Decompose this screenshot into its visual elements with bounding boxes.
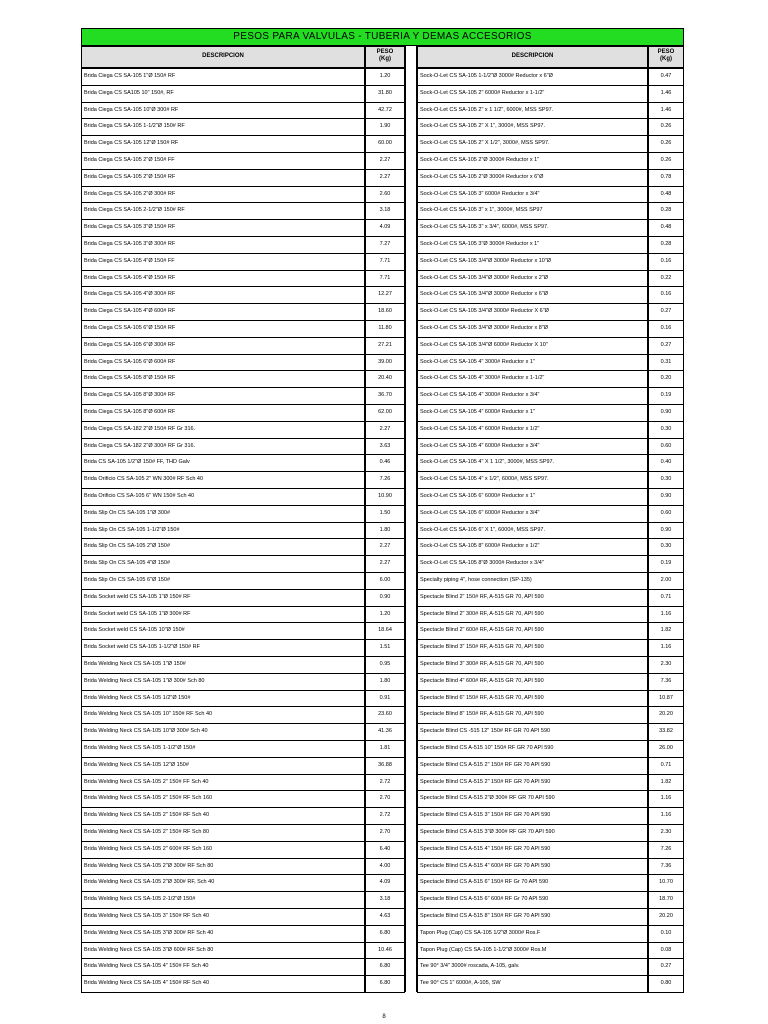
table-row-peso-right: 0.26: [648, 152, 684, 170]
table-row-peso-left: 2.70: [365, 790, 405, 808]
table-row-desc-right: Sock-O-Let CS SA-105 3/4"Ø 3000# Reductor x 8"Ø: [417, 320, 648, 338]
table-row-peso-left: 2.60: [365, 186, 405, 204]
table-row-peso-left: 11.80: [365, 320, 405, 338]
table-row-peso-left: 3.63: [365, 438, 405, 456]
table-row-desc-right: Sock-O-Let CS SA-105 6" 6000# Reductor x 1": [417, 488, 648, 506]
table-row-desc-left: Brida Ciega CS SA-105 10"Ø 300# RF: [81, 102, 365, 120]
table-row-peso-right: 0.22: [648, 270, 684, 288]
table-row-desc-right: Spectacle Blind 2" 600# RF, A-515 GR 70, API 590: [417, 622, 648, 640]
table-row-peso-right: 0.08: [648, 942, 684, 960]
table-row-peso-right: 10.70: [648, 874, 684, 892]
table-row-desc-right: Spectacle Blind CS A-515 10" 150# RF GR 70 API 590: [417, 740, 648, 758]
table-row-desc-left: Brida Welding Neck CS SA-105 1"Ø 300# Sch 80: [81, 673, 365, 691]
table-row-desc-left: Brida Ciega CS SA-105 12"Ø 150# RF: [81, 135, 365, 153]
table-row-peso-left: 6.80: [365, 975, 405, 993]
table-row-peso-right: 1.16: [648, 606, 684, 624]
table-row-peso-left: 6.80: [365, 925, 405, 943]
table-row-peso-left: 1.50: [365, 505, 405, 523]
table-row-peso-right: 0.48: [648, 219, 684, 237]
table-row-desc-right: Tee 90° 3/4" 3000# roscada, A-105, galv.: [417, 958, 648, 976]
table-row-peso-left: 62.00: [365, 404, 405, 422]
table-row-peso-right: 2.30: [648, 656, 684, 674]
table-row-peso-right: 10.87: [648, 690, 684, 708]
table-row-desc-right: Sock-O-Let CS SA-105 3/4"Ø 3000# Reductor X 6"Ø: [417, 303, 648, 321]
table-row-desc-right: Spectacle Blind CS A-515 4" 600# RF GR 70 API 590: [417, 858, 648, 876]
table-row-peso-left: 0.90: [365, 589, 405, 607]
table-row-desc-left: Brida Ciega CS SA-105 6"Ø 600# RF: [81, 354, 365, 372]
table-row-desc-left: Brida Welding Neck CS SA-105 3"Ø 600# RF Sch 80: [81, 942, 365, 960]
table-row-peso-left: 1.80: [365, 673, 405, 691]
table-row-desc-right: Spectacle Blind 4" 600# RF, A-515 GR 70, API 590: [417, 673, 648, 691]
table-row-peso-right: 0.26: [648, 135, 684, 153]
table-row-desc-right: Sock-O-Let CS SA-105 3" x 3/4", 6000#, MSS SP97.: [417, 219, 648, 237]
table-row-desc-left: Brida Welding Neck CS SA-105 2" 150# RF Sch 40: [81, 807, 365, 825]
table-row-desc-right: Sock-O-Let CS SA-105 4" 3000# Reductor x 1-1/2": [417, 370, 648, 388]
table-row-peso-right: 0.26: [648, 118, 684, 136]
table-row-peso-right: 20.20: [648, 908, 684, 926]
table-row-desc-right: Spectacle Blind CS A-515 2" 150# RF GR 70 API 590: [417, 757, 648, 775]
table-row-peso-right: 0.27: [648, 958, 684, 976]
table-row-peso-left: 12.27: [365, 286, 405, 304]
table-row-desc-left: Brida Ciega CS SA105 10" 150#, RF: [81, 85, 365, 103]
table-row-desc-left: Brida Ciega CS SA-105 1-1/2"Ø 150# RF: [81, 118, 365, 136]
table-row-peso-left: 36.88: [365, 757, 405, 775]
table-row-desc-left: Brida Ciega CS SA-105 6"Ø 150# RF: [81, 320, 365, 338]
table-row-peso-right: 7.26: [648, 841, 684, 859]
table-row-desc-right: Sock-O-Let CS SA-105 6" X 1", 6000#, MSS SP97.: [417, 522, 648, 540]
table-row-desc-right: Sock-O-Let CS SA-105 4" 6000# Reductor x 1": [417, 404, 648, 422]
table-row-peso-left: 6.40: [365, 841, 405, 859]
table-row-peso-left: 31.80: [365, 85, 405, 103]
table-row-peso-left: 0.95: [365, 656, 405, 674]
table-row-peso-left: 7.26: [365, 471, 405, 489]
table-row-desc-left: Brida Welding Neck CS SA-105 2" 150# RF Sch 160: [81, 790, 365, 808]
table-row-desc-right: Sock-O-Let CS SA-105 2" x 1 1/2", 6000#, MSS SP97.: [417, 102, 648, 120]
table-row-peso-right: 0.31: [648, 354, 684, 372]
table-row-desc-left: Brida Ciega CS SA-105 8"Ø 300# RF: [81, 387, 365, 405]
table-row-peso-right: 0.16: [648, 286, 684, 304]
table-row-peso-left: 2.72: [365, 807, 405, 825]
header-peso-unit: (Kg): [660, 56, 672, 62]
table-row-desc-right: Sock-O-Let CS SA-105 8"Ø 3000# Reductor x 3/4": [417, 555, 648, 573]
table-row-peso-left: 0.46: [365, 454, 405, 472]
table-row-peso-right: 0.71: [648, 589, 684, 607]
table-row-desc-left: Brida Welding Neck CS SA-105 3"Ø 300# RF Sch 40: [81, 925, 365, 943]
table-row-desc-left: Brida Welding Neck CS SA-105 1"Ø 150#: [81, 656, 365, 674]
table-row-desc-right: Spectacle Blind 6" 150# RF, A-515 GR 70, API 590: [417, 690, 648, 708]
table-row-peso-left: 1.90: [365, 118, 405, 136]
table-row-desc-right: Sock-O-Let CS SA-105 3/4"Ø 3000# Reductor x 10"Ø: [417, 253, 648, 271]
table-row-desc-right: Sock-O-Let CS SA-105 3/4"Ø 3000# Reductor x 6"Ø: [417, 286, 648, 304]
table-row-peso-right: 1.46: [648, 85, 684, 103]
table-row-peso-right: 2.00: [648, 572, 684, 590]
table-row-desc-left: Brida Socket weld CS SA-105 1-1/2"Ø 150# RF: [81, 639, 365, 657]
table-row-desc-left: Brida Orificio CS SA-105 2" WN 300# RF Sch 40: [81, 471, 365, 489]
table-row-desc-right: Spectacle Blind CS A-515 3"Ø 300# RF GR 70 API 590: [417, 824, 648, 842]
table-row-desc-left: Brida Ciega CS SA-105 4"Ø 600# RF: [81, 303, 365, 321]
table-row-desc-right: Sock-O-Let CS SA-105 2" X 1/2", 3000#, MSS SP97.: [417, 135, 648, 153]
table-row-peso-left: 2.27: [365, 555, 405, 573]
table-row-peso-left: 3.18: [365, 202, 405, 220]
table-row-peso-right: 0.90: [648, 404, 684, 422]
table-row-peso-left: 60.00: [365, 135, 405, 153]
table-row-peso-right: 1.16: [648, 807, 684, 825]
table-row-desc-right: Sock-O-Let CS SA-105 1-1/2"Ø 3000# Reductor x 6"Ø: [417, 68, 648, 86]
table-row-desc-left: Brida Welding Neck CS SA-105 2" 600# RF Sch 160: [81, 841, 365, 859]
table-row-desc-right: Sock-O-Let CS SA-105 4" X 1 1/2", 3000#, MSS SP97.: [417, 454, 648, 472]
table-row-peso-right: 0.80: [648, 975, 684, 993]
table-row-peso-left: 10.90: [365, 488, 405, 506]
header-descripcion-left: DESCRIPCION: [81, 46, 365, 68]
table-row-peso-left: 1.81: [365, 740, 405, 758]
table-row-peso-left: 36.70: [365, 387, 405, 405]
table-row-desc-right: Sock-O-Let CS SA-105 2"Ø 3000# Reductor x 6"Ø: [417, 169, 648, 187]
table-row-desc-right: Sock-O-Let CS SA-105 3" 6000# Reductor x 3/4": [417, 186, 648, 204]
table-row-peso-left: 2.27: [365, 152, 405, 170]
header-peso-label: PESO: [376, 49, 394, 55]
table-row-desc-left: Brida Welding Neck CS SA-105 2-1/2"Ø 150#: [81, 891, 365, 909]
table-row-peso-left: 7.71: [365, 270, 405, 288]
page-number: 8: [382, 1014, 386, 1020]
table-row-peso-left: 2.27: [365, 421, 405, 439]
column-divider: [405, 46, 417, 992]
table-row-peso-left: 1.51: [365, 639, 405, 657]
table-row-desc-right: Sock-O-Let CS SA-105 4" 3000# Reductor x 1": [417, 354, 648, 372]
table-row-desc-right: Spectacle Blind 3" 150# RF, A-515 GR 70, API 590: [417, 639, 648, 657]
table-row-peso-right: 0.28: [648, 202, 684, 220]
table-row-peso-left: 1.20: [365, 606, 405, 624]
table-row-desc-right: Sock-O-Let CS SA-105 3/4"Ø 6000# Reductor X 10": [417, 337, 648, 355]
table-row-peso-left: 41.36: [365, 723, 405, 741]
table-row-peso-right: 1.82: [648, 774, 684, 792]
table-row-peso-left: 10.46: [365, 942, 405, 960]
table-row-peso-left: 39.00: [365, 354, 405, 372]
table-row-desc-right: Sock-O-Let CS SA-105 3/4"Ø 3000# Reductor x 2"Ø: [417, 270, 648, 288]
table-row-desc-left: Brida Welding Neck CS SA-105 3" 150# RF Sch 40: [81, 908, 365, 926]
table-row-peso-right: 7.36: [648, 673, 684, 691]
table-row-desc-right: Spectacle Blind CS A-515 2"Ø 300# RF GR 70 API 590: [417, 790, 648, 808]
weights-table: [81, 28, 684, 998]
table-row-desc-right: Tapon Plug (Cap) CS SA-105 1/2"Ø 3000# Ros.F: [417, 925, 648, 943]
table-row-desc-left: Brida Ciega CS SA-105 3"Ø 300# RF: [81, 236, 365, 254]
table-row-desc-left: Brida Ciega CS SA-105 4"Ø 300# RF: [81, 286, 365, 304]
table-row-desc-right: Tapon Plug (Cap) CS SA-105 1-1/2"Ø 3000# Ros.M: [417, 942, 648, 960]
table-row-peso-left: 0.91: [365, 690, 405, 708]
table-row-peso-left: 2.72: [365, 774, 405, 792]
table-row-desc-left: Brida Slip On CS SA-105 1"Ø 300#: [81, 505, 365, 523]
table-row-peso-right: 0.20: [648, 370, 684, 388]
table-row-desc-right: Spectacle Blind CS A-515 8" 150# RF GR 70 API 590: [417, 908, 648, 926]
header-descripcion-right: DESCRIPCION: [417, 46, 648, 68]
table-row-peso-right: 7.36: [648, 858, 684, 876]
table-row-peso-right: 0.16: [648, 253, 684, 271]
table-row-desc-left: Brida Ciega CS SA-105 8"Ø 150# RF: [81, 370, 365, 388]
table-row-peso-right: 18.70: [648, 891, 684, 909]
table-row-peso-left: 4.09: [365, 874, 405, 892]
header-peso-left: [365, 46, 405, 68]
table-row-desc-left: Brida Ciega CS SA-182 2"Ø 300# RF Gr 316.: [81, 438, 365, 456]
table-row-peso-left: 6.80: [365, 958, 405, 976]
table-row-desc-left: Brida Welding Neck CS SA-105 10"Ø 300# Sch 40: [81, 723, 365, 741]
table-row-desc-right: Sock-O-Let CS SA-105 8" 6000# Reductor x 1/2": [417, 538, 648, 556]
table-row-desc-left: Brida Ciega CS SA-105 6"Ø 300# RF: [81, 337, 365, 355]
table-row-peso-left: 4.00: [365, 858, 405, 876]
header-peso-right: [648, 46, 684, 68]
table-row-peso-left: 3.18: [365, 891, 405, 909]
table-row-peso-left: 4.09: [365, 219, 405, 237]
table-row-peso-right: 0.27: [648, 337, 684, 355]
table-row-peso-right: 0.19: [648, 387, 684, 405]
table-row-desc-right: Spectacle Blind 2" 300# RF, A-515 GR 70, API 590: [417, 606, 648, 624]
table-row-desc-right: Spectacle Blind CS A-515 6" 150# RF Gr 70 API 590: [417, 874, 648, 892]
table-row-peso-left: 20.40: [365, 370, 405, 388]
table-row-desc-left: Brida Ciega CS SA-105 2"Ø 300# RF: [81, 186, 365, 204]
table-row-desc-right: Sock-O-Let CS SA-105 4" 6000# Reductor x 3/4": [417, 438, 648, 456]
table-row-desc-right: Spectacle Blind 8" 150# RF, A-515 GR 70, API 590: [417, 706, 648, 724]
table-row-peso-left: 6.00: [365, 572, 405, 590]
table-row-peso-right: 0.60: [648, 505, 684, 523]
table-row-desc-left: Brida CS SA-105 1/2"Ø 150# FF, THD Galv: [81, 454, 365, 472]
table-row-desc-left: Brida Welding Neck CS SA-105 10" 150# RF Sch 40: [81, 706, 365, 724]
table-row-peso-right: 0.30: [648, 538, 684, 556]
table-row-desc-left: Brida Welding Neck CS SA-105 2"Ø 300# RF Sch 80: [81, 858, 365, 876]
table-row-peso-left: 42.72: [365, 102, 405, 120]
table-row-peso-right: 0.10: [648, 925, 684, 943]
table-row-peso-left: 2.27: [365, 538, 405, 556]
table-row-desc-left: Brida Ciega CS SA-105 2"Ø 150# RF: [81, 169, 365, 187]
table-row-desc-right: Specialty piping 4", hose connection (SP-135): [417, 572, 648, 590]
table-row-desc-right: Sock-O-Let CS SA-105 4" x 1/2", 6000#, MSS SP97.: [417, 471, 648, 489]
table-row-desc-right: Sock-O-Let CS SA-105 2"Ø 3000# Reductor x 1": [417, 152, 648, 170]
table-row-desc-right: Sock-O-Let CS SA-105 4" 6000# Reductor x 1/2": [417, 421, 648, 439]
table-row-desc-left: Brida Orificio CS SA-105 6" WN 150# Sch 40: [81, 488, 365, 506]
table-row-peso-right: 33.82: [648, 723, 684, 741]
table-row-peso-right: 0.47: [648, 68, 684, 86]
table-row-desc-right: Sock-O-Let CS SA-105 3"Ø 3000# Reductor x 1": [417, 236, 648, 254]
table-row-desc-right: Sock-O-Let CS SA-105 6" 6000# Reductor x 3/4": [417, 505, 648, 523]
table-row-desc-left: Brida Slip On CS SA-105 4"Ø 150#: [81, 555, 365, 573]
table-row-desc-left: Brida Ciega CS SA-105 4"Ø 150# FF: [81, 253, 365, 271]
table-row-peso-right: 1.46: [648, 102, 684, 120]
table-row-peso-right: 0.40: [648, 454, 684, 472]
table-row-desc-left: Brida Socket weld CS SA-105 1"Ø 300# RF: [81, 606, 365, 624]
table-row-peso-right: 1.82: [648, 622, 684, 640]
table-row-desc-left: Brida Ciega CS SA-105 3"Ø 150# RF: [81, 219, 365, 237]
table-row-peso-left: 27.21: [365, 337, 405, 355]
table-row-desc-left: Brida Ciega CS SA-182 2"Ø 150# RF Gr 316.: [81, 421, 365, 439]
table-row-desc-left: Brida Ciega CS SA-105 4"Ø 150# RF: [81, 270, 365, 288]
table-row-peso-left: 18.60: [365, 303, 405, 321]
table-row-peso-right: 20.20: [648, 706, 684, 724]
table-row-peso-right: 0.90: [648, 488, 684, 506]
table-row-peso-right: 0.19: [648, 555, 684, 573]
table-row-peso-left: 7.27: [365, 236, 405, 254]
table-row-desc-left: Brida Welding Neck CS SA-105 1-1/2"Ø 150#: [81, 740, 365, 758]
table-row-peso-right: 0.28: [648, 236, 684, 254]
table-row-peso-left: 2.27: [365, 169, 405, 187]
table-row-peso-right: 0.90: [648, 522, 684, 540]
table-row-desc-left: Brida Slip On CS SA-105 6"Ø 150#: [81, 572, 365, 590]
table-row-desc-right: Spectacle Blind CS A-515 6" 600# RF Gr 70 API 590: [417, 891, 648, 909]
table-row-desc-left: Brida Ciega CS SA-105 2-1/2"Ø 150# RF: [81, 202, 365, 220]
table-row-desc-left: Brida Ciega CS SA-105 8"Ø 600# RF: [81, 404, 365, 422]
table-row-peso-right: 0.27: [648, 303, 684, 321]
table-row-desc-left: Brida Welding Neck CS SA-105 2" 150# RF Sch 80: [81, 824, 365, 842]
table-row-peso-right: 2.30: [648, 824, 684, 842]
table-row-desc-left: Brida Ciega CS SA-105 1"Ø 150# RF: [81, 68, 365, 86]
table-row-desc-right: Spectacle Blind CS A-515 3" 150# RF GR 70 API 590: [417, 807, 648, 825]
table-row-desc-right: Sock-O-Let CS SA-105 4" 3000# Reductor x 3/4": [417, 387, 648, 405]
table-row-desc-left: Brida Socket weld CS SA-105 1"Ø 150# RF: [81, 589, 365, 607]
table-row-desc-right: Spectacle Blind 2" 150# RF, A-515 GR 70, API 590: [417, 589, 648, 607]
table-row-desc-left: Brida Welding Neck CS SA-105 4" 150# RF Sch 40: [81, 975, 365, 993]
table-row-desc-right: Sock-O-Let CS SA-105 2" X 1", 3000#, MSS SP97.: [417, 118, 648, 136]
table-row-desc-left: Brida Welding Neck CS SA-105 12"Ø 150#: [81, 757, 365, 775]
table-row-desc-left: Brida Welding Neck CS SA-105 2" 150# FF Sch 40: [81, 774, 365, 792]
table-row-desc-left: Brida Welding Neck CS SA-105 1/2"Ø 150#: [81, 690, 365, 708]
table-row-peso-left: 23.60: [365, 706, 405, 724]
table-row-peso-left: 18.64: [365, 622, 405, 640]
table-row-peso-left: 1.80: [365, 522, 405, 540]
header-peso-label: PESO: [657, 49, 675, 55]
table-row-peso-right: 0.78: [648, 169, 684, 187]
table-row-desc-right: Spectacle Blind CS A-515 4" 150# RF GR 70 API 590: [417, 841, 648, 859]
table-row-peso-left: 7.71: [365, 253, 405, 271]
table-row-peso-right: 1.16: [648, 790, 684, 808]
table-row-peso-right: 1.16: [648, 639, 684, 657]
table-row-desc-right: Spectacle Blind CS A-515 2" 150# RF GR 70 API 590: [417, 774, 648, 792]
header-peso-unit: (Kg): [379, 56, 391, 62]
table-row-desc-left: Brida Welding Neck CS SA-105 4" 150# FF Sch 40: [81, 958, 365, 976]
table-row-desc-left: Brida Socket weld CS SA-105 10"Ø 150#: [81, 622, 365, 640]
table-row-peso-left: 2.70: [365, 824, 405, 842]
table-row-peso-right: 0.30: [648, 471, 684, 489]
table-row-desc-right: Sock-O-Let CS SA-105 3" x 1", 3000#, MSS SP97: [417, 202, 648, 220]
table-row-desc-left: Brida Slip On CS SA-105 1-1/2"Ø 150#: [81, 522, 365, 540]
table-row-desc-right: Sock-O-Let CS SA-105 2" 6000# Reductor x 1-1/2": [417, 85, 648, 103]
table-row-peso-right: 26.00: [648, 740, 684, 758]
table-row-desc-left: Brida Ciega CS SA-105 2"Ø 150# FF: [81, 152, 365, 170]
table-row-desc-right: Spectacle Blind 3" 300# RF, A-515 GR 70, API 590: [417, 656, 648, 674]
table-title: PESOS PARA VALVULAS - TUBERIA Y DEMAS ACCESORIOS: [81, 28, 684, 46]
table-row-peso-right: 0.48: [648, 186, 684, 204]
table-row-desc-left: Brida Slip On CS SA-105 2"Ø 150#: [81, 538, 365, 556]
table-row-desc-right: Spectacle Blind CS -515 12" 150# RF GR 70 API 590: [417, 723, 648, 741]
table-row-peso-left: 1.20: [365, 68, 405, 86]
table-row-peso-left: 4.63: [365, 908, 405, 926]
table-row-desc-right: Tee 90° CS 1" 6000#, A-105, SW: [417, 975, 648, 993]
table-row-peso-right: 0.16: [648, 320, 684, 338]
table-row-desc-left: Brida Welding Neck CS SA-105 2"Ø 300# RF, Sch 40: [81, 874, 365, 892]
table-row-peso-right: 0.71: [648, 757, 684, 775]
table-row-peso-right: 0.60: [648, 438, 684, 456]
table-row-peso-right: 0.30: [648, 421, 684, 439]
